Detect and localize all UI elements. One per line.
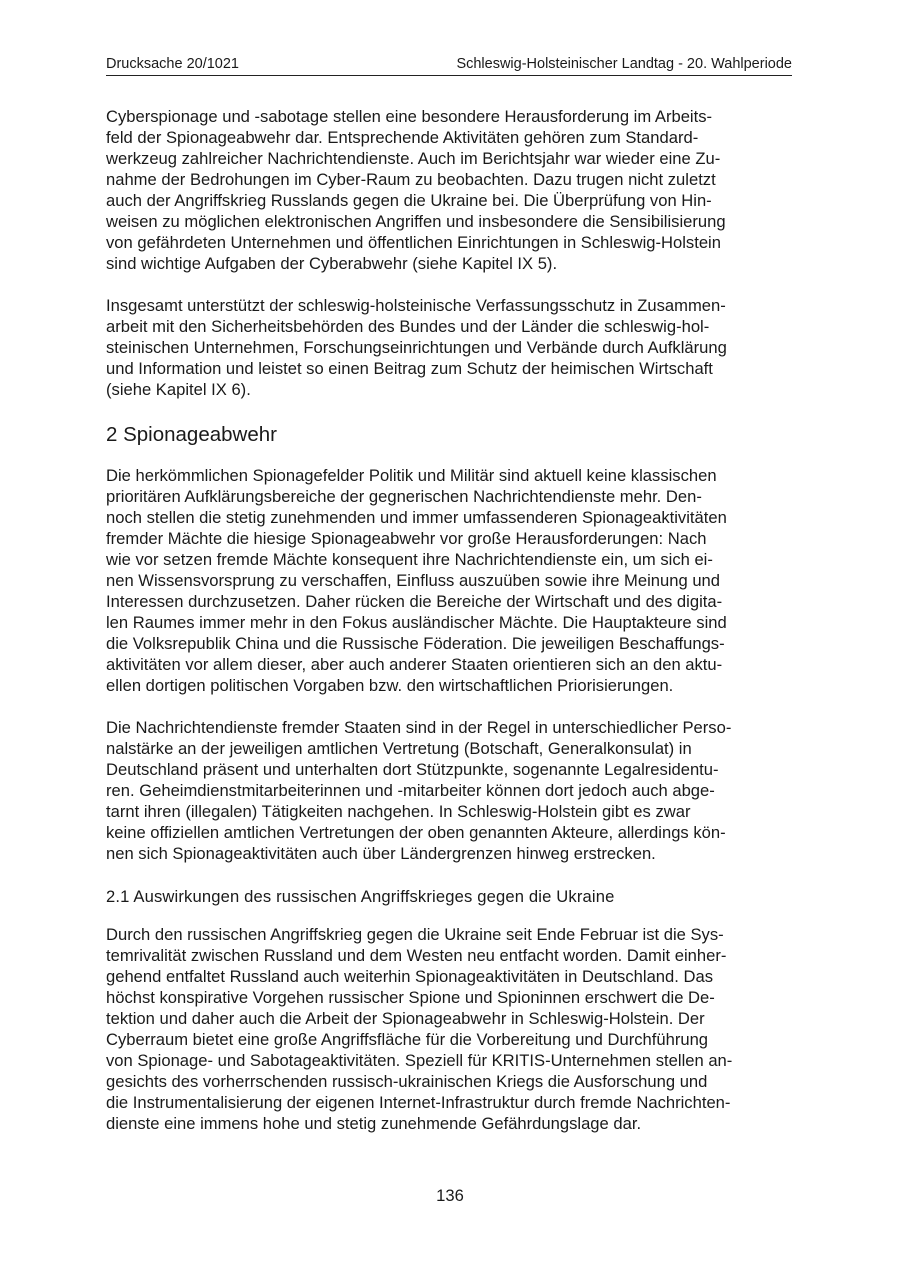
text-line: Insgesamt unterstützt der schleswig-holsteinische Verfassungsschutz in Zusammen- <box>106 296 726 315</box>
text-line: fremder Mächte die hiesige Spionageabwehr vor große Herausforderungen: Nach <box>106 529 707 548</box>
text-line: prioritären Aufklärungsbereiche der gegnerischen Nachrichtendienste mehr. Den- <box>106 487 702 506</box>
text-line: noch stellen die stetig zunehmenden und immer umfassenderen Spionageaktivitäten <box>106 508 727 527</box>
subsection-heading: 2.1 Auswirkungen des russischen Angriffskrieges gegen die Ukraine <box>106 887 615 906</box>
page-body <box>106 106 796 1134</box>
document-number: Drucksache 20/1021 <box>106 56 239 72</box>
paragraph-angriffskrieg <box>106 924 796 1134</box>
text-line: Cyberraum bietet eine große Angriffsfläche für die Vorbereitung und Durchführung <box>106 1030 709 1049</box>
text-line: tektion und daher auch die Arbeit der Spionageabwehr in Schleswig-Holstein. Der <box>106 1009 705 1028</box>
text-line: arbeit mit den Sicherheitsbehörden des Bundes und der Länder die schleswig-hol- <box>106 317 710 336</box>
text-line: dienste eine immens hohe und stetig zunehmende Gefährdungslage dar. <box>106 1114 642 1133</box>
text-line: nalstärke an der jeweiligen amtlichen Vertretung (Botschaft, Generalkonsulat) in <box>106 739 692 758</box>
text-line: len Raumes immer mehr in den Fokus ausländischer Mächte. Die Hauptakteure sind <box>106 613 727 632</box>
text-line: von gefährdeten Unternehmen und öffentlichen Einrichtungen in Schleswig-Holstein <box>106 233 721 252</box>
text-line: werkzeug zahlreicher Nachrichtendienste. Auch im Berichtsjahr war wieder eine Zu- <box>106 149 721 168</box>
text-line: keine offiziellen amtlichen Vertretungen der oben genannten Akteure, allerdings kön- <box>106 823 726 842</box>
text-line: steinischen Unternehmen, Forschungseinrichtungen und Verbände durch Aufklärung <box>106 338 727 357</box>
text-line: auch der Angriffskrieg Russlands gegen die Ukraine bei. Die Überprüfung von Hin- <box>106 191 712 210</box>
text-line: feld der Spionageabwehr dar. Entsprechende Aktivitäten gehören zum Standard- <box>106 128 699 147</box>
paragraph-cyberspionage <box>106 106 796 274</box>
text-line: gesichts des vorherrschenden russisch-ukrainischen Kriegs die Ausforschung und <box>106 1072 708 1091</box>
text-line: die Instrumentalisierung der eigenen Internet-Infrastruktur durch fremde Nachrichten- <box>106 1093 731 1112</box>
text-line: Die Nachrichtendienste fremder Staaten sind in der Regel in unterschiedlicher Perso- <box>106 718 732 737</box>
text-line: die Volksrepublik China und die Russische Föderation. Die jeweiligen Beschaffungs- <box>106 634 725 653</box>
text-line: wie vor setzen fremde Mächte konsequent ihre Nachrichtendienste ein, um sich ei- <box>106 550 713 569</box>
publisher-title: Schleswig-Holsteinischer Landtag - 20. Wahlperiode <box>456 56 792 72</box>
paragraph-nachrichtendienste <box>106 717 796 864</box>
text-line: und Information und leistet so einen Beitrag zum Schutz der heimischen Wirtschaft <box>106 359 713 378</box>
text-line: aktivitäten vor allem dieser, aber auch anderer Staaten orientieren sich an den aktu- <box>106 655 723 674</box>
text-line: höchst konspirative Vorgehen russischer Spione und Spioninnen erschwert die De- <box>106 988 715 1007</box>
text-line: nahme der Bedrohungen im Cyber-Raum zu beobachten. Dazu trugen nicht zuletzt <box>106 170 716 189</box>
page-number: 136 <box>436 1186 464 1205</box>
section-heading: 2 Spionageabwehr <box>106 423 277 446</box>
text-line: von Spionage- und Sabotageaktivitäten. Speziell für KRITIS-Unternehmen stellen an- <box>106 1051 733 1070</box>
text-line: nen sich Spionageaktivitäten auch über Ländergrenzen hinweg erstrecken. <box>106 844 656 863</box>
text-line: (siehe Kapitel IX 6). <box>106 380 251 399</box>
text-line: sind wichtige Aufgaben der Cyberabwehr (siehe Kapitel IX 5). <box>106 254 558 273</box>
text-line: Durch den russischen Angriffskrieg gegen die Ukraine seit Ende Februar ist die Sys- <box>106 925 724 944</box>
text-line: tarnt ihren (illegalen) Tätigkeiten nachgehen. In Schleswig-Holstein gibt es zwar <box>106 802 691 821</box>
text-line: temrivalität zwischen Russland und dem Westen neu entfacht worden. Damit einher- <box>106 946 727 965</box>
text-line: nen Wissensvorsprung zu verschaffen, Einfluss auszuüben sowie ihre Meinung und <box>106 571 721 590</box>
paragraph-spionagefelder <box>106 465 796 696</box>
page-header <box>106 55 792 76</box>
text-line: weisen zu möglichen elektronischen Angriffen und insbesondere die Sensibilisierung <box>106 212 726 231</box>
text-line: ellen dortigen politischen Vorgaben bzw. den wirtschaftlichen Priorisierungen. <box>106 676 674 695</box>
text-line: Interessen durchzusetzen. Daher rücken die Bereiche der Wirtschaft und des digita- <box>106 592 723 611</box>
text-line: ren. Geheimdienstmitarbeiterinnen und -mitarbeiter können dort jedoch auch abge- <box>106 781 715 800</box>
text-line: Die herkömmlichen Spionagefelder Politik und Militär sind aktuell keine klassischen <box>106 466 717 485</box>
paragraph-verfassungsschutz <box>106 295 796 400</box>
text-line: gehend entfaltet Russland auch weiterhin Spionageaktivitäten in Deutschland. Das <box>106 967 713 986</box>
text-line: Cyberspionage und -sabotage stellen eine besondere Herausforderung im Arbeits- <box>106 107 713 126</box>
text-line: Deutschland präsent und unterhalten dort Stützpunkte, sogenannte Legalresidentu- <box>106 760 719 779</box>
